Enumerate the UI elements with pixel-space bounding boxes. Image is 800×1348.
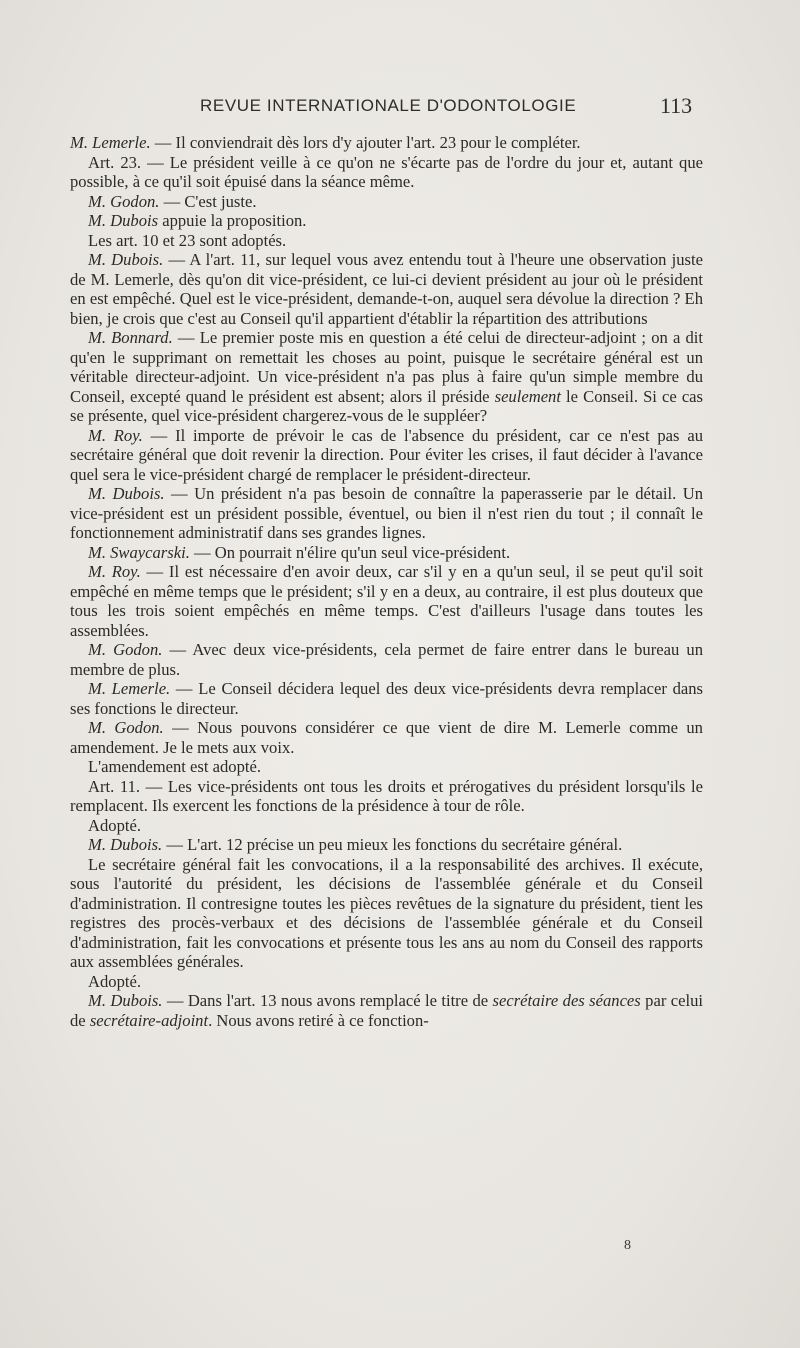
page-number: 113 xyxy=(660,93,693,118)
paragraph xyxy=(70,757,703,777)
paragraph xyxy=(70,816,703,836)
paragraph-text: — Dans l'art. 13 nous avons remplacé le titre de xyxy=(162,991,493,1010)
paragraph xyxy=(70,972,703,992)
speaker-name: M. Bonnard. xyxy=(88,328,173,347)
body-text xyxy=(70,133,703,1030)
paragraph-text: Art. 23. — Le président veille à ce qu'on ne s'écarte pas de l'ordre du jour et, autant que possible, à ce qu'il soit épuisé dans la séance même. xyxy=(70,152,703,191)
speaker-name: M. Dubois. xyxy=(88,991,163,1010)
paragraph xyxy=(70,192,703,212)
paragraph-text: — Il importe de prévoir le cas de l'absence du président, car ce n'est pas au secrétaire général que doit revenir la direction. Pour éviter les crises, il faut décider à l'avance quel sera le vice-président chargé de remplacer le président-directeur. xyxy=(70,425,703,484)
paragraph xyxy=(70,426,703,485)
paragraph-text: le Conseil. Si ce cas se présente, quel vice-président chargerez-vous de le suppléer? xyxy=(70,386,704,425)
speaker-name: M. Lemerle. xyxy=(70,133,151,152)
paragraph-text: . Nous avons retiré à ce fonction- xyxy=(208,1010,429,1030)
paragraph-text: — A l'art. 11, sur lequel vous avez entendu tout à l'heure une observation juste de M. Lemerle, dès qu'on dit vice-président, ce lui-ci devient président au jour où le président en est empêché. Quel est le vice-président, demande-t-on, auquel sera dévolue la direction ? Eh bien, je crois que c'est au Conseil qu'il appartient d'établir la répartition des attributions xyxy=(70,250,703,328)
paragraph-text: par celui de xyxy=(70,991,703,1030)
paragraph xyxy=(70,250,703,328)
paragraph xyxy=(70,484,703,543)
speaker-name: M. Dubois. xyxy=(88,835,163,854)
paragraph xyxy=(70,328,703,426)
paragraph xyxy=(70,640,703,679)
signature-mark: 8 xyxy=(624,1238,631,1253)
paragraph xyxy=(70,211,703,231)
paragraph xyxy=(70,562,703,640)
paragraph-text: Les art. 10 et 23 sont adoptés. xyxy=(88,230,287,250)
speaker-name: M. Godon. xyxy=(88,191,160,211)
speaker-name: M. Dubois. xyxy=(88,484,165,503)
paragraph-text: Adopté. xyxy=(88,815,141,835)
paragraph xyxy=(70,133,703,153)
speaker-name: M. Godon. xyxy=(88,640,163,659)
emphasis-text: secrétaire des séances xyxy=(492,991,641,1010)
paragraph-text: appuie la proposition. xyxy=(158,211,307,230)
paragraph-text: — Un président n'a pas besoin de connaître la paperasserie par le détail. Un vice-président est un président possible, éventuel, ou bien il n'est rien du tout ; il connaît le fonctionnement administratif dans ses grandes lignes. xyxy=(70,484,703,542)
paragraph xyxy=(70,718,703,757)
paragraph-text: — Le premier poste mis en question a été celui de directeur-adjoint ; on a dit qu'en le supprimant on remettait les choses au point, puisque le secrétaire général est un véritable directeur-adjoint. Un vice-président n'a pas plus à faire qu'un simple membre du Conseil, excepté quand le président est absent; alors il préside xyxy=(70,328,704,406)
paragraph-text: — Il conviendrait dès lors d'y ajouter l'art. 23 pour le compléter. xyxy=(150,133,581,152)
speaker-name: M. Dubois xyxy=(88,211,159,230)
speaker-name: M. Godon. xyxy=(88,718,164,737)
paragraph xyxy=(70,991,703,1030)
speaker-name: M. Lemerle. xyxy=(88,679,171,698)
paragraph xyxy=(70,679,703,718)
paragraph-text: Art. 11. — Les vice-présidents ont tous les droits et prérogatives du président lorsqu'ils le remplacent. Ils exercent les fonctions de la présidence à tour de rôle. xyxy=(70,776,703,815)
paragraph-text: — Avec deux vice-présidents, cela permet de faire entrer dans le bureau un membre de plus. xyxy=(70,640,703,679)
paragraph xyxy=(70,777,703,816)
paragraph-text: — Nous pouvons considérer ce que vient de dire M. Lemerle comme un amendement. Je le mets aux voix. xyxy=(70,718,703,757)
paragraph xyxy=(70,231,703,251)
paragraph-text: Le secrétaire général fait les convocations, il a la responsabilité des archives. Il exécute, sous l'autorité du président, les décisions de l'assemblée générale et du Conseil d'administration. Il contresigne toutes les pièces revêtues de la signature du président, tient les registres des procès-verbaux et des décisions de l'assemblée générale et du Conseil d'administration, fait les convocations et présente tous les ans au nom du Conseil des rapports aux assemblées générales. xyxy=(70,854,703,971)
paragraph-text: — L'art. 12 précise un peu mieux les fonctions du secrétaire général. xyxy=(162,835,623,854)
paragraph-text: — Le Conseil décidera lequel des deux vice-présidents devra remplacer dans ses fonctions le directeur. xyxy=(70,679,703,718)
paragraph xyxy=(70,835,703,855)
speaker-name: M. Roy. xyxy=(88,425,143,445)
paragraph-text: — On pourrait n'élire qu'un seul vice-président. xyxy=(189,542,511,562)
paragraph-text: Adopté. xyxy=(88,971,141,991)
emphasis-text: secrétaire-adjoint xyxy=(89,1010,209,1030)
speaker-name: M. Dubois. xyxy=(88,250,164,269)
emphasis-text: seulement xyxy=(494,386,561,406)
paragraph xyxy=(70,543,703,563)
speaker-name: M. Roy. xyxy=(88,562,141,581)
running-title: REVUE INTERNATIONALE D'ODONTOLOGIE xyxy=(200,96,577,115)
paragraph xyxy=(70,153,703,192)
paragraph-text: — C'est juste. xyxy=(159,191,257,211)
paragraph-text: — Il est nécessaire d'en avoir deux, car s'il y en a qu'un seul, il se peut qu'il soit empêché en même temps que le président; s'il y en a deux, au contraire, il est plus douteux que tous les trois soient empêchés en même temps. C'est d'ailleurs l'usage dans toutes les assemblées. xyxy=(70,562,703,640)
speaker-name: M. Swaycarski. xyxy=(88,542,190,562)
paragraph xyxy=(70,855,703,972)
paragraph-text: L'amendement est adopté. xyxy=(88,757,262,776)
